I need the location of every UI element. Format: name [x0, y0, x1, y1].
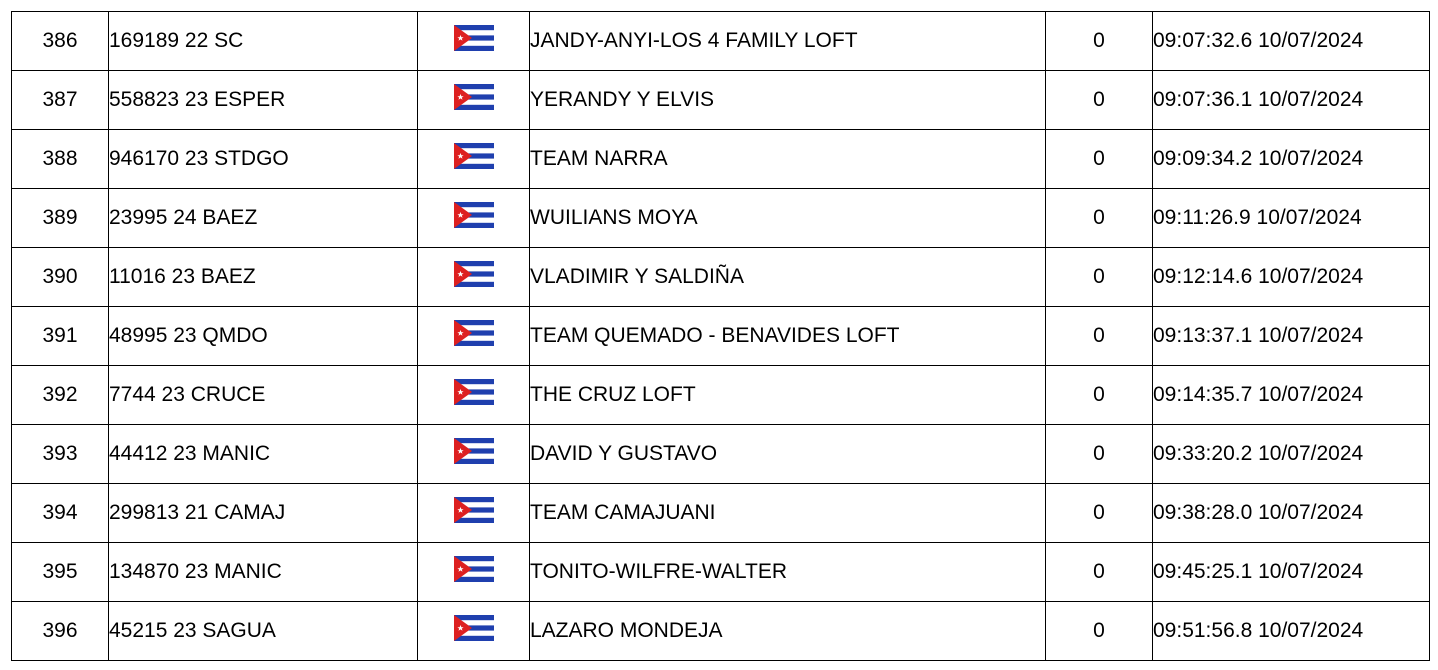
- position-cell: 393: [12, 425, 109, 484]
- position-cell: 396: [12, 602, 109, 661]
- cuba-flag-icon: [454, 143, 494, 175]
- table-row: [12, 248, 1430, 307]
- owner-name-cell: WUILIANS MOYA: [530, 189, 1046, 248]
- cuba-flag-icon: [454, 84, 494, 116]
- cuba-flag-icon: [454, 25, 494, 57]
- points-cell: 0: [1046, 248, 1153, 307]
- points-cell: 0: [1046, 307, 1153, 366]
- ring-number-cell: 558823 23 ESPER: [109, 71, 418, 130]
- table-row: [12, 425, 1430, 484]
- flag-cell: [418, 130, 530, 189]
- flag-cell: [418, 307, 530, 366]
- table-row: [12, 366, 1430, 425]
- cuba-flag-icon: [454, 202, 494, 234]
- results-table: [11, 11, 1430, 661]
- flag-cell: [418, 71, 530, 130]
- ring-number-cell: 299813 21 CAMAJ: [109, 484, 418, 543]
- points-cell: 0: [1046, 366, 1153, 425]
- arrival-time-cell: 09:51:56.8 10/07/2024: [1153, 602, 1430, 661]
- table-row: [12, 130, 1430, 189]
- position-cell: 391: [12, 307, 109, 366]
- points-cell: 0: [1046, 602, 1153, 661]
- owner-name-cell: DAVID Y GUSTAVO: [530, 425, 1046, 484]
- ring-number-cell: 134870 23 MANIC: [109, 543, 418, 602]
- flag-cell: [418, 189, 530, 248]
- position-cell: 388: [12, 130, 109, 189]
- cuba-flag-icon: [454, 320, 494, 352]
- arrival-time-cell: 09:07:36.1 10/07/2024: [1153, 71, 1430, 130]
- table-row: [12, 189, 1430, 248]
- owner-name-cell: LAZARO MONDEJA: [530, 602, 1046, 661]
- arrival-time-cell: 09:12:14.6 10/07/2024: [1153, 248, 1430, 307]
- position-cell: 395: [12, 543, 109, 602]
- position-cell: 389: [12, 189, 109, 248]
- arrival-time-cell: 09:38:28.0 10/07/2024: [1153, 484, 1430, 543]
- arrival-time-cell: 09:09:34.2 10/07/2024: [1153, 130, 1430, 189]
- arrival-time-cell: 09:13:37.1 10/07/2024: [1153, 307, 1430, 366]
- points-cell: 0: [1046, 12, 1153, 71]
- cuba-flag-icon: [454, 438, 494, 470]
- flag-cell: [418, 12, 530, 71]
- table-row: [12, 543, 1430, 602]
- owner-name-cell: TEAM CAMAJUANI: [530, 484, 1046, 543]
- points-cell: 0: [1046, 130, 1153, 189]
- owner-name-cell: JANDY-ANYI-LOS 4 FAMILY LOFT: [530, 12, 1046, 71]
- ring-number-cell: 169189 22 SC: [109, 12, 418, 71]
- arrival-time-cell: 09:33:20.2 10/07/2024: [1153, 425, 1430, 484]
- ring-number-cell: 946170 23 STDGO: [109, 130, 418, 189]
- arrival-time-cell: 09:45:25.1 10/07/2024: [1153, 543, 1430, 602]
- cuba-flag-icon: [454, 261, 494, 293]
- owner-name-cell: TEAM QUEMADO - BENAVIDES LOFT: [530, 307, 1046, 366]
- arrival-time-cell: 09:14:35.7 10/07/2024: [1153, 366, 1430, 425]
- flag-cell: [418, 543, 530, 602]
- points-cell: 0: [1046, 189, 1153, 248]
- flag-cell: [418, 602, 530, 661]
- ring-number-cell: 44412 23 MANIC: [109, 425, 418, 484]
- table-row: [12, 484, 1430, 543]
- points-cell: 0: [1046, 425, 1153, 484]
- cuba-flag-icon: [454, 379, 494, 411]
- table-row: [12, 602, 1430, 661]
- flag-cell: [418, 484, 530, 543]
- flag-cell: [418, 366, 530, 425]
- results-table-body: [12, 12, 1430, 661]
- position-cell: 390: [12, 248, 109, 307]
- position-cell: 386: [12, 12, 109, 71]
- owner-name-cell: TONITO-WILFRE-WALTER: [530, 543, 1046, 602]
- owner-name-cell: TEAM NARRA: [530, 130, 1046, 189]
- flag-cell: [418, 248, 530, 307]
- ring-number-cell: 45215 23 SAGUA: [109, 602, 418, 661]
- position-cell: 387: [12, 71, 109, 130]
- ring-number-cell: 23995 24 BAEZ: [109, 189, 418, 248]
- ring-number-cell: 48995 23 QMDO: [109, 307, 418, 366]
- flag-cell: [418, 425, 530, 484]
- cuba-flag-icon: [454, 556, 494, 588]
- ring-number-cell: 11016 23 BAEZ: [109, 248, 418, 307]
- owner-name-cell: THE CRUZ LOFT: [530, 366, 1046, 425]
- owner-name-cell: YERANDY Y ELVIS: [530, 71, 1046, 130]
- owner-name-cell: VLADIMIR Y SALDIÑA: [530, 248, 1046, 307]
- cuba-flag-icon: [454, 497, 494, 529]
- cuba-flag-icon: [454, 615, 494, 647]
- points-cell: 0: [1046, 71, 1153, 130]
- position-cell: 392: [12, 366, 109, 425]
- points-cell: 0: [1046, 543, 1153, 602]
- arrival-time-cell: 09:07:32.6 10/07/2024: [1153, 12, 1430, 71]
- table-row: [12, 12, 1430, 71]
- arrival-time-cell: 09:11:26.9 10/07/2024: [1153, 189, 1430, 248]
- ring-number-cell: 7744 23 CRUCE: [109, 366, 418, 425]
- points-cell: 0: [1046, 484, 1153, 543]
- table-row: [12, 71, 1430, 130]
- position-cell: 394: [12, 484, 109, 543]
- table-row: [12, 307, 1430, 366]
